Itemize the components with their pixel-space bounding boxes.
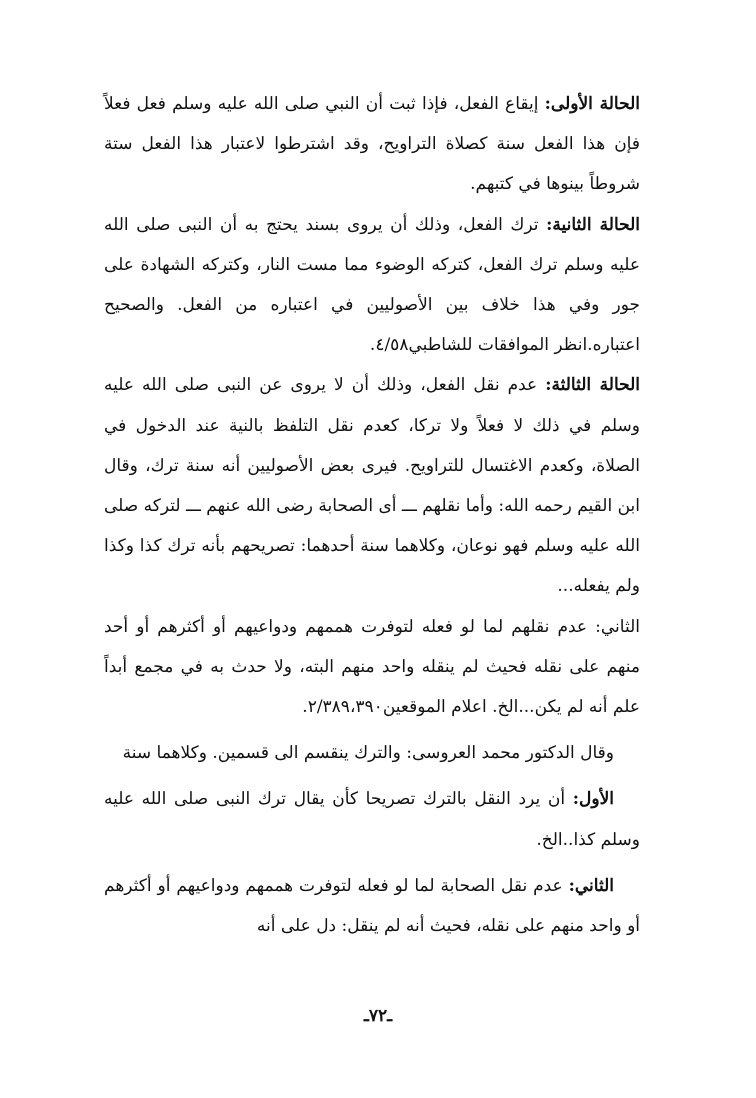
paragraph-heading: الأول: — [572, 789, 614, 810]
paragraph-case-three — [104, 365, 640, 606]
paragraph-arousi-quote — [104, 733, 640, 773]
paragraph-heading: الثاني: — [568, 875, 614, 896]
paragraph-first-division — [104, 779, 640, 859]
paragraph-heading: الحالة الثانية: — [546, 214, 641, 235]
paragraph-body: وقال الدكتور محمد العروسى: والترك ينقسم الى قسمين. وكلاهما سنة — [122, 743, 614, 764]
paragraph-heading: الحالة الثالثة: — [545, 375, 640, 396]
paragraph-body: ترك الفعل، وذلك أن يروى بسند يحتج به أن النبى صلى الله عليه وسلم ترك الفعل، كتركه الوضوء مما مست النار، وكتركه الشهادة على جور وفي هذا خلاف بين الأصوليين في اعتباره من الفعل. والصحيح اعتباره.انظر الموافقات للشاطبي٤/٥٨. — [104, 214, 640, 356]
page-number: ـ٧٢ـ — [363, 1006, 393, 1026]
body-text — [104, 84, 640, 946]
paragraph-heading: الحالة الأولى: — [544, 94, 640, 114]
paragraph-body: إيقاع الفعل، فإذا ثبت أن النبي صلى الله عليه وسلم فعل فعلاً فإن هذا الفعل سنة كصلاة التراويح، وقد اشترطوا لاعتبار هذا الفعل ستة شروطاً بينوها في كتبهم. — [104, 94, 640, 195]
paragraph-case-one — [104, 84, 640, 205]
paragraph-body: عدم نقل الفعل، وذلك أن لا يروى عن النبى صلى الله عليه وسلم في ذلك لا فعلاً ولا تركا، كعدم نقل التلفظ بالنية عند الدخول في الصلاة، وكعدم الاغتسال للتراويح. فيرى بعض الأصوليين أنه سنة ترك، وقال ابن القيم رحمه الله: وأما نقلهم ـــ أى الصحابة رضى الله عنهم ـــ لتركه صلى الله عليه وسلم فهو نوعان، وكلاهما سنة أحدهما: تصريحهم بأنه ترك كذا وكذا ولم يفعله... — [104, 375, 640, 597]
paragraph-body: عدم نقل الصحابة لما لو فعله لتوفرت هممهم ودواعيهم أو أكثرهم أو واحد منهم على نقله، فحيث أنه لم ينقل: دل على أنه — [104, 875, 640, 937]
paragraph-body: أن يرد النقل بالترك تصريحا كأن يقال ترك النبى صلى الله عليه وسلم كذا..الخ. — [104, 789, 640, 850]
paragraph-case-two — [104, 205, 640, 366]
paragraph-second-type — [104, 607, 640, 728]
paragraph-body: الثاني: عدم نقلهم لما لو فعله لتوفرت هممهم ودواعيهم أو أكثرهم أو أحد منهم على نقله فحيث لم ينقله واحد منهم البته، ولا حدث به في مجمع أبداً علم أنه لم يكن...الخ. اعلام الموقعين٢/٣٨٩،٣٩٠. — [104, 616, 640, 718]
paragraph-second-division — [104, 866, 640, 946]
